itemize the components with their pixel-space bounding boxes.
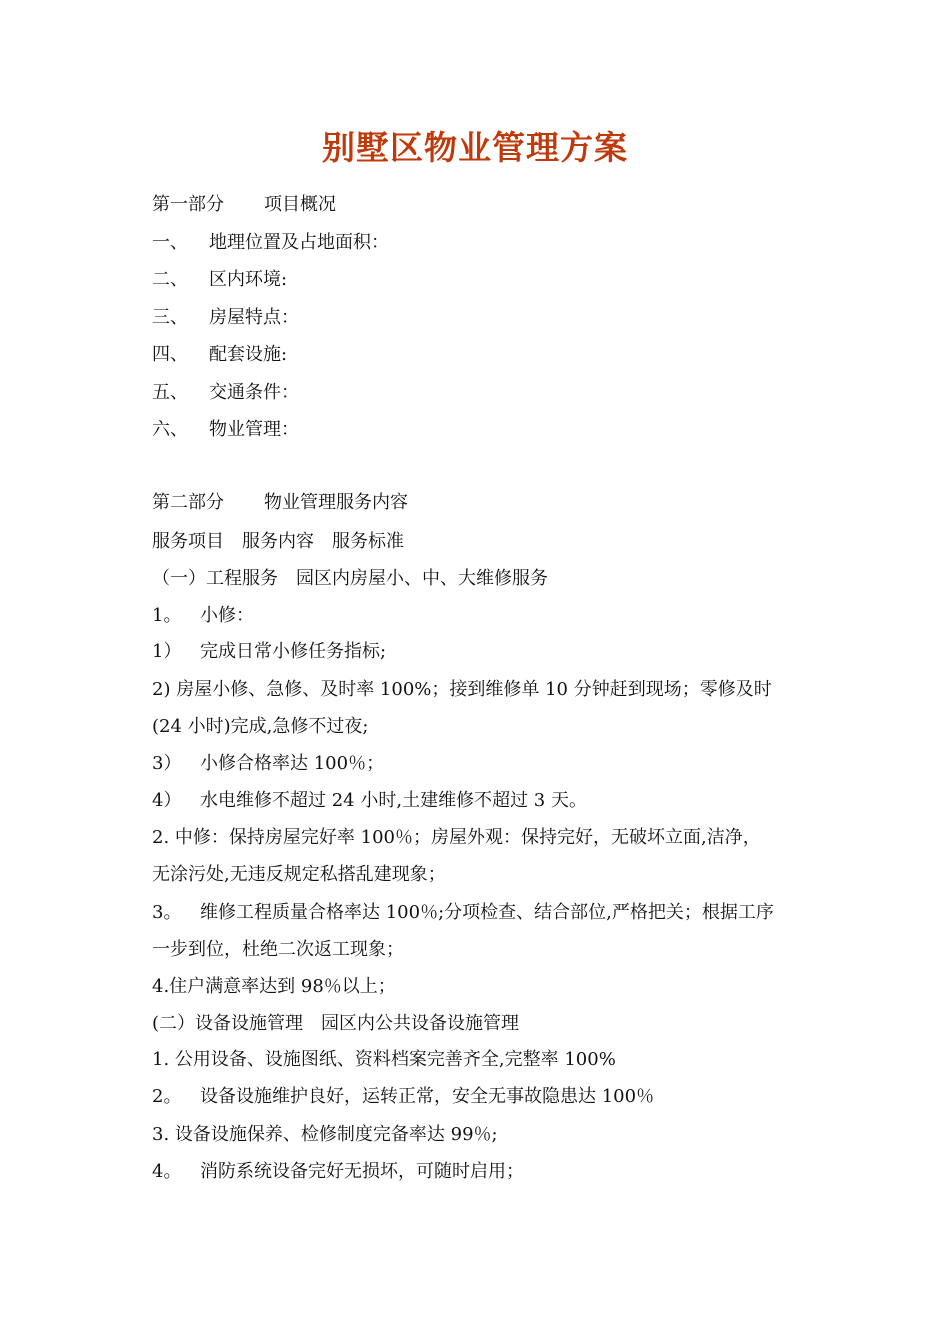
paragraph: 2. 中修：保持房屋完好率 100％；房屋外观：保持完好，无破坏立面,洁净， xyxy=(152,827,761,848)
item-text: 小修： xyxy=(200,605,254,626)
item-number: 4） xyxy=(152,790,182,811)
section-desc: 园区内房屋小、中、大维修服务 xyxy=(296,568,548,589)
item-number: 3） xyxy=(152,753,182,774)
item-number: 三、 xyxy=(152,307,188,328)
list-item xyxy=(152,230,812,256)
item-text: 交通条件： xyxy=(209,382,299,403)
item-number: 二、 xyxy=(152,269,188,290)
paragraph xyxy=(152,1084,812,1110)
paragraph xyxy=(152,639,812,665)
list-item xyxy=(152,342,812,368)
item-text: 维修工程质量合格率达 100％;分项检查、结合部位,严格把关；根据工序 xyxy=(200,902,774,923)
item-number: 1。 xyxy=(152,605,182,626)
paragraph xyxy=(152,751,812,777)
item-number: 4。 xyxy=(152,1161,182,1182)
paragraph: 4.住户满意率达到 98％以上； xyxy=(152,976,396,997)
paragraph xyxy=(152,603,812,629)
item-text: 房屋特点： xyxy=(209,307,299,328)
section-heading xyxy=(152,566,812,592)
item-text: 物业管理： xyxy=(209,419,299,440)
paragraph: (24 小时)完成,急修不过夜; xyxy=(152,716,369,737)
part1-title: 项目概况 xyxy=(264,194,336,215)
list-item xyxy=(152,267,812,293)
paragraph xyxy=(152,1159,812,1185)
item-text: 设备设施维护良好，运转正常，安全无事故隐患达 100％ xyxy=(200,1086,655,1107)
list-item xyxy=(152,380,812,406)
item-number: 六、 xyxy=(152,419,188,440)
paragraph: 无涂污处,无违反规定私搭乱建现象； xyxy=(152,864,446,885)
section-name: （一）工程服务 xyxy=(152,568,278,589)
list-item xyxy=(152,305,812,331)
part1-heading xyxy=(152,192,812,218)
part2-heading xyxy=(152,490,812,516)
part2-title: 物业管理服务内容 xyxy=(264,492,408,513)
part1-label: 第一部分 xyxy=(152,194,224,215)
item-text: 地理位置及占地面积： xyxy=(209,232,389,253)
item-text: 小修合格率达 100％； xyxy=(200,753,385,774)
item-number: 2。 xyxy=(152,1086,182,1107)
document-title: 别墅区物业管理方案 xyxy=(322,128,628,167)
part2-label: 第二部分 xyxy=(152,492,224,513)
item-text: 消防系统设备完好无损坏，可随时启用； xyxy=(200,1161,524,1182)
paragraph xyxy=(152,788,812,814)
column-header: 服务标准 xyxy=(332,531,404,552)
item-number: 五、 xyxy=(152,382,188,403)
item-text: 水电维修不超过 24 小时,土建维修不超过 3 天。 xyxy=(200,790,587,811)
section-name: (二）设备设施管理 xyxy=(152,1013,304,1034)
item-number: 一、 xyxy=(152,232,188,253)
paragraph: 3. 设备设施保养、检修制度完备率达 99％; xyxy=(152,1124,498,1145)
column-headers xyxy=(152,529,812,555)
paragraph xyxy=(152,900,812,926)
item-number: 1） xyxy=(152,641,182,662)
column-header: 服务项目 xyxy=(152,531,224,552)
item-number: 四、 xyxy=(152,344,188,365)
item-text: 配套设施: xyxy=(209,344,288,365)
paragraph: 1. 公用设备、设施图纸、资料档案完善齐全,完整率 100% xyxy=(152,1049,616,1070)
section-heading xyxy=(152,1011,812,1037)
item-text: 区内环境: xyxy=(209,269,288,290)
column-header: 服务内容 xyxy=(242,531,314,552)
paragraph: 一步到位，杜绝二次返工现象； xyxy=(152,939,404,960)
item-text: 完成日常小修任务指标; xyxy=(200,641,387,662)
paragraph: 2) 房屋小修、急修、及时率 100%；接到维修单 10 分钟赶到现场；零修及时 xyxy=(152,679,772,700)
section-desc: 园区内公共设备设施管理 xyxy=(321,1013,520,1034)
list-item xyxy=(152,417,812,443)
item-number: 3。 xyxy=(152,902,182,923)
